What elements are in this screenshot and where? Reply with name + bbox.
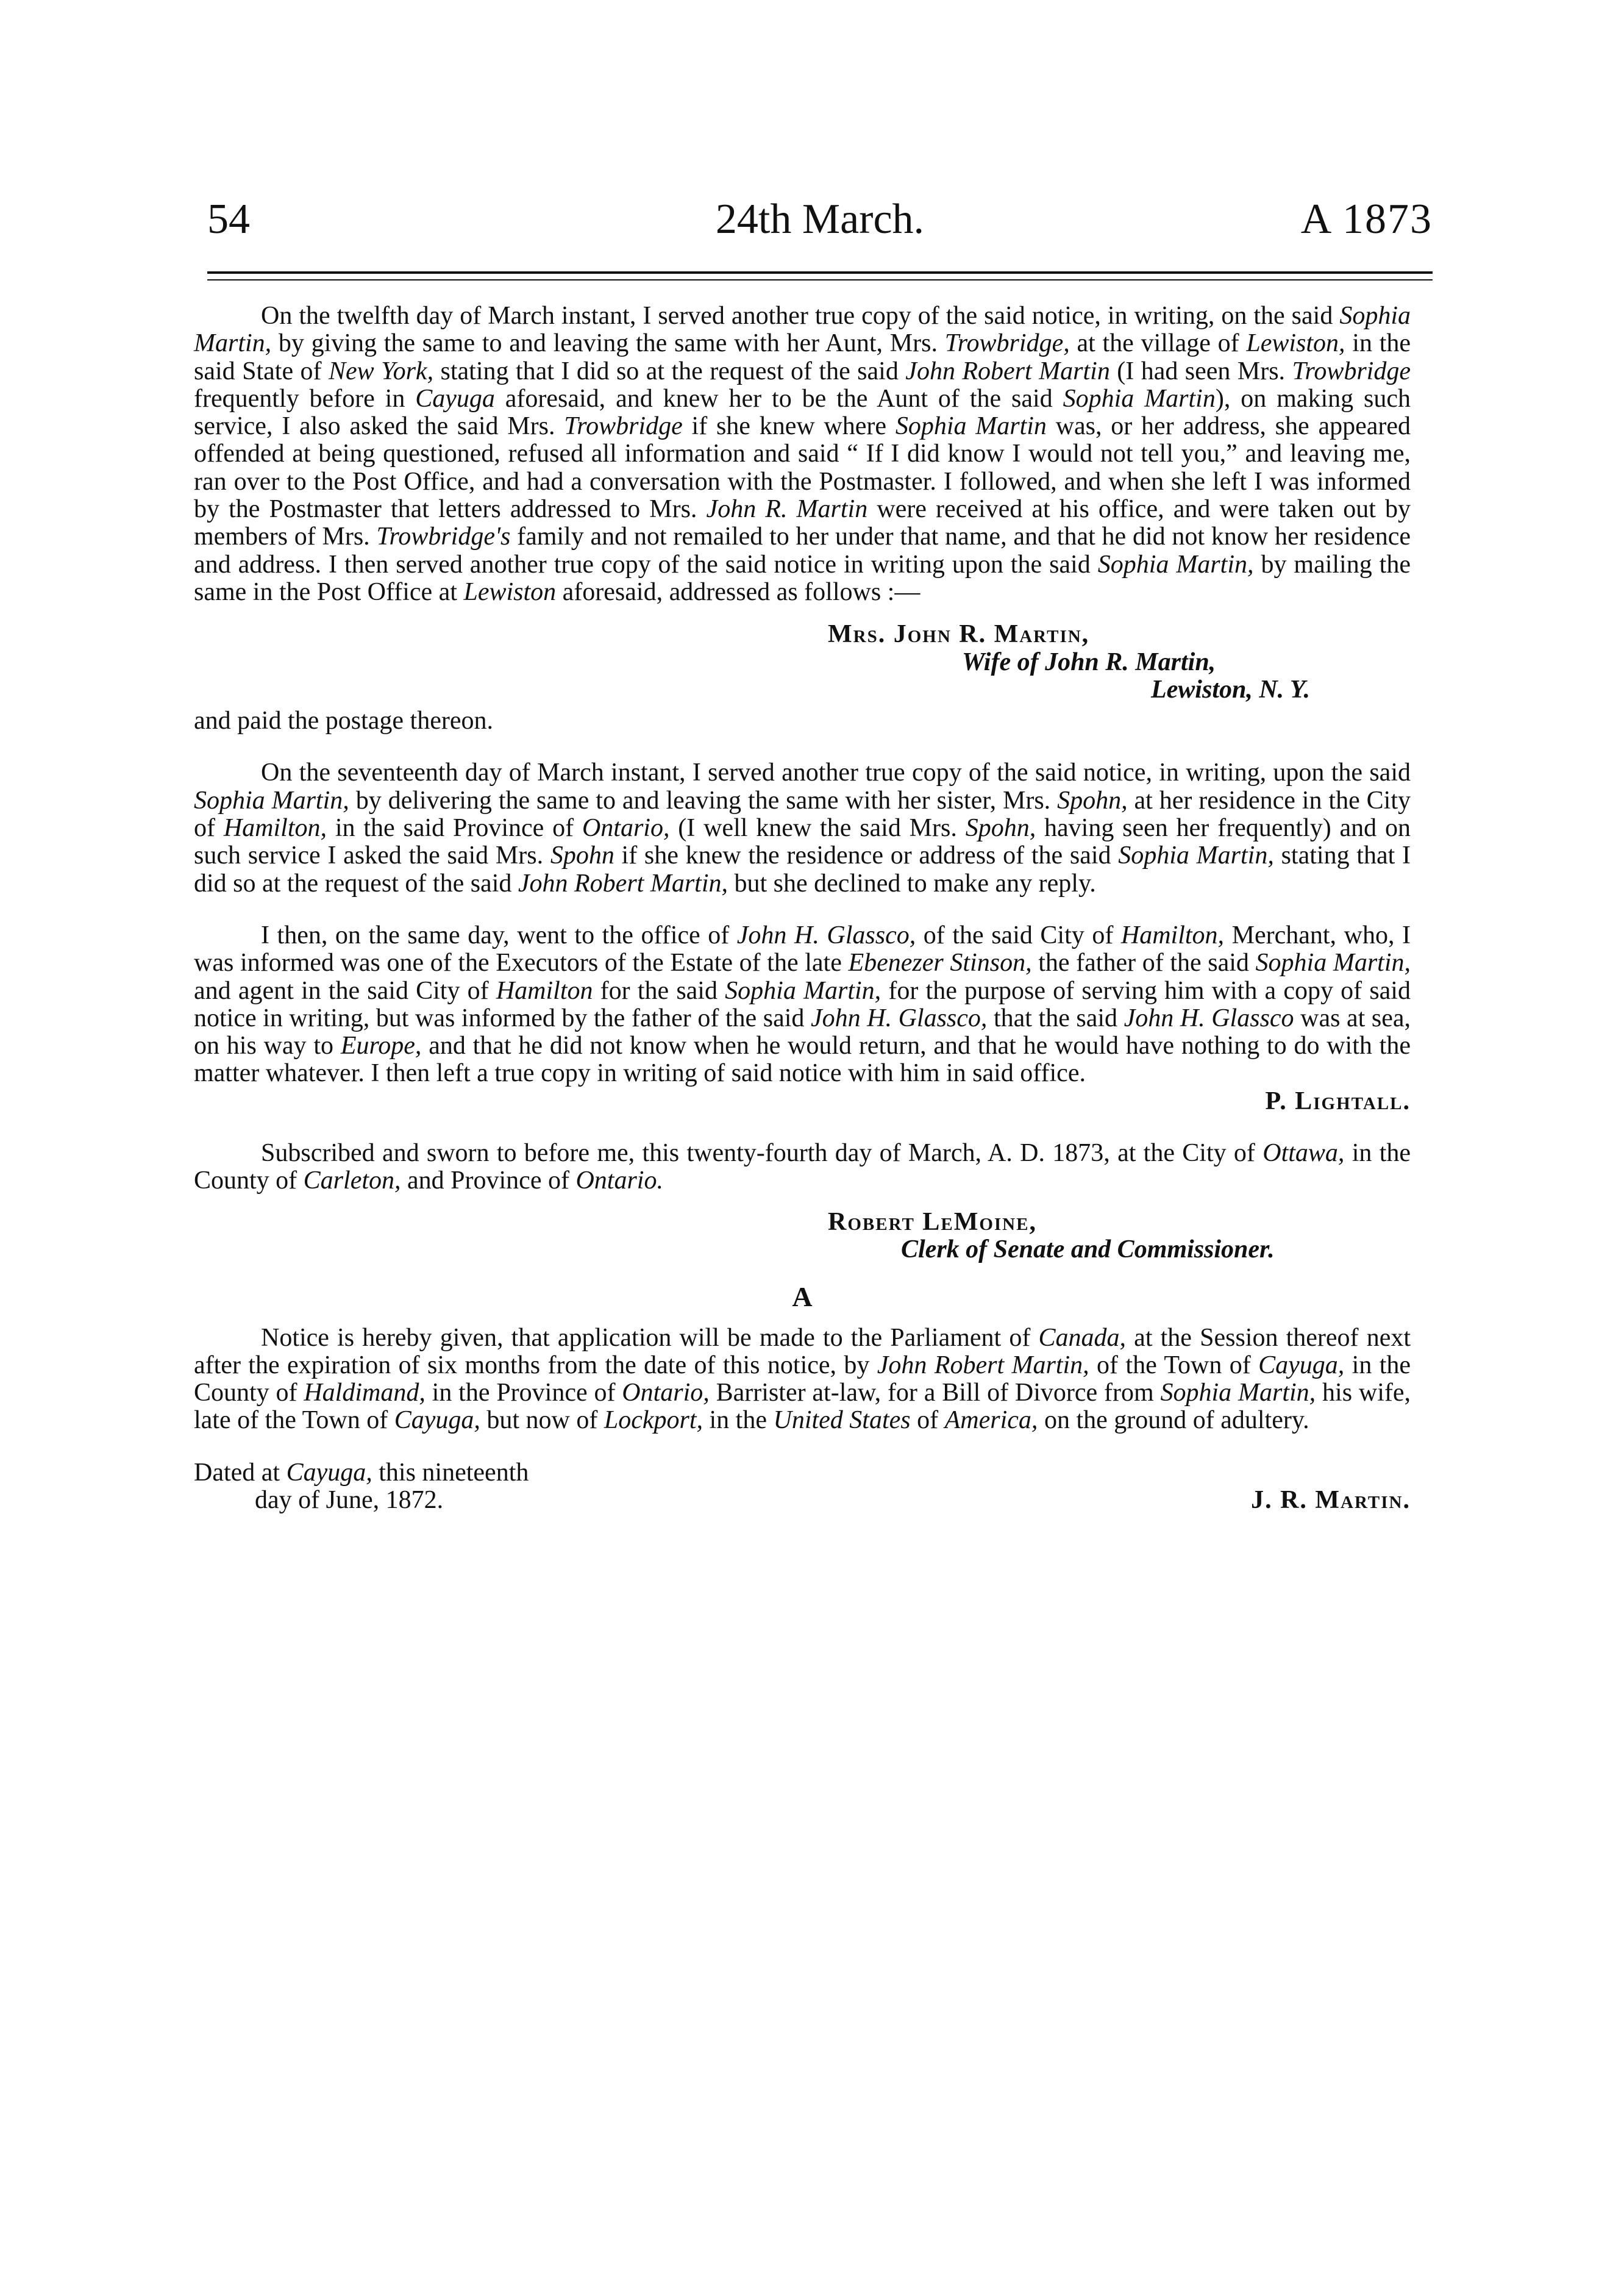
text-run: of the Town of — [1089, 1351, 1259, 1379]
text-run: by giving the same to and leaving the same with her Aunt, Mrs. — [271, 329, 945, 358]
page-number: 54 — [207, 196, 250, 243]
text-run: frequently before in — [194, 384, 416, 413]
italic-name: Ebenezer Stinson, — [848, 949, 1032, 977]
italic-name: Trowbridge — [1292, 357, 1411, 385]
italic-name: Spohn — [550, 841, 614, 870]
italic-name: Europe, — [340, 1032, 422, 1060]
text-run: Dated at — [194, 1458, 287, 1487]
text-run: On the twelfth day of March instant, I served another true copy of the said notice, in writing, on the said — [261, 302, 1340, 330]
italic-name: Lewiston — [463, 577, 557, 606]
spacer — [194, 1435, 1411, 1459]
text-run: in the County of — [194, 1351, 1411, 1407]
text-run: if she knew where — [682, 412, 896, 441]
text-run: on the ground of adultery. — [1038, 1406, 1309, 1435]
address-line-place: Lewiston, N. Y. — [1151, 675, 1310, 704]
italic-name: John H. Glassco — [1124, 1004, 1294, 1032]
spacer — [194, 898, 1411, 922]
text-run: and agent in the said City of — [194, 976, 496, 1005]
text-run: family and not remailed to her under that name, and that he did not know her residence and address. I then served another true copy of the said notice in writing upon the said — [194, 523, 1411, 579]
signature-lightall: P. Lightall. — [1265, 1087, 1411, 1115]
text-run: and Province of — [401, 1167, 576, 1195]
text-run: in the said State of — [194, 329, 1411, 385]
italic-name: John R. Martin — [706, 495, 868, 524]
page-header — [207, 183, 1433, 256]
text-run: (I well knew the said Mrs. — [669, 814, 966, 843]
commissioner-name: Robert LeMoine, — [828, 1207, 1037, 1236]
italic-name: Canada, — [1038, 1323, 1127, 1352]
italic-name: Ontario, — [582, 814, 670, 843]
italic-name: Sophia Martin, — [725, 976, 881, 1005]
italic-name: United States — [773, 1406, 911, 1435]
text-run: Notice is hereby given, that application will be made to the Parliament of — [261, 1323, 1039, 1352]
signature-martin: J. R. Martin. — [1251, 1485, 1411, 1514]
text-run: stating that I did so at the request of the said — [194, 841, 1411, 898]
spacer — [194, 735, 1411, 759]
text-run: aforesaid, and knew her to be the Aunt of the said — [494, 384, 1063, 413]
header-rule-thin — [207, 279, 1433, 280]
paragraph-twelfth-march — [194, 302, 1411, 606]
text-run: having seen her frequently) and on such service I asked the said Mrs. — [194, 814, 1411, 870]
text-run: at the Session thereof next after the expiration of six months from the date of this notice, by — [194, 1323, 1411, 1379]
text-run: at the village of — [1069, 329, 1247, 358]
text-run: I then, on the same day, went to the office of — [261, 921, 737, 949]
italic-name: Trowbridge's — [376, 523, 511, 551]
text-run: for the purpose of serving him with a copy of said notice in writing, but was informed by the father of the said — [194, 976, 1411, 1032]
dated-line-2 — [194, 1487, 1411, 1514]
text-run: by delivering the same to and leaving the same with her sister, Mrs. — [349, 786, 1058, 815]
text-run: this nineteenth — [372, 1458, 529, 1487]
text-run: but she declined to make any reply. — [728, 869, 1096, 898]
italic-name: Lewiston, — [1246, 329, 1345, 358]
text-run: was, or her address, she appeared offended at being questioned, refused all information and said “ If I did know I would not tell you,” and leaving me, ran over to the Post Office, and had a conversation with the Postmaster. I followed, and when she left I was informed by the Postmaster that letters addressed to Mrs. — [194, 412, 1411, 524]
mailing-address — [194, 621, 1411, 704]
address-line-name: Mrs. John R. Martin, — [828, 620, 1090, 649]
italic-name: Ottawa, — [1263, 1139, 1345, 1168]
spacer — [194, 1195, 1411, 1209]
italic-name: Sophia Martin, — [1160, 1379, 1316, 1407]
text-run: On the seventeenth day of March instant, I served another true copy of the said notice, in writing, upon the said — [261, 759, 1411, 787]
text-run: by mailing the same in the Post Office at — [194, 550, 1411, 606]
dated-block — [194, 1459, 1411, 1515]
text-run: in the Province of — [425, 1379, 622, 1407]
italic-name: America, — [944, 1406, 1038, 1435]
text-run: day of June, 1872. — [255, 1485, 444, 1514]
italic-name: John Robert Martin — [905, 357, 1110, 385]
text-run: for the said — [593, 976, 725, 1005]
italic-name: Carleton, — [303, 1167, 401, 1195]
spacer — [194, 1115, 1411, 1140]
italic-name: Sophia Martin, — [1118, 841, 1274, 870]
italic-name: Sophia Martin, — [194, 302, 1411, 358]
document-body — [194, 302, 1411, 1514]
italic-name: John H. Glassco, — [810, 1004, 988, 1032]
italic-name: Hamilton, — [223, 814, 327, 843]
text-run: aforesaid, addressed as follows :— — [556, 577, 921, 606]
text-run: of the said City of — [916, 921, 1121, 949]
text-run: Subscribed and sworn to before me, this twenty-fourth day of March, A. D. 1873, at the City of — [261, 1139, 1263, 1168]
italic-name: Trowbridge, — [944, 329, 1070, 358]
text-run: were received at his office, and were taken out by members of Mrs. — [194, 495, 1411, 551]
italic-name: Sophia Martin, — [1255, 949, 1411, 977]
commissioner-signature — [194, 1209, 1411, 1264]
italic-name: Sophia Martin — [895, 412, 1047, 441]
italic-name: Sophia Martin, — [1097, 550, 1254, 579]
italic-name: Spohn, — [1057, 786, 1128, 815]
text-run: Merchant, who, I was informed was one of the Executors of the Estate of the late — [194, 921, 1411, 977]
text-run: in the County of — [194, 1139, 1411, 1195]
italic-name: Cayuga, — [1258, 1351, 1345, 1379]
paragraph-sworn — [194, 1140, 1411, 1195]
text-run: his wife, late of the Town of — [194, 1379, 1411, 1435]
italic-name: New York, — [328, 357, 434, 385]
commissioner-title: Clerk of Senate and Commissioner. — [901, 1235, 1275, 1263]
italic-name: John H. Glassco, — [736, 921, 916, 949]
text-run: Barrister at-law, for a Bill of Divorce from — [709, 1379, 1161, 1407]
text-run: in the said Province of — [327, 814, 582, 843]
text-run: ), on making such service, I also asked the said Mrs. — [194, 384, 1411, 441]
italic-name: Cayuga, — [394, 1406, 480, 1435]
paragraph-notice — [194, 1324, 1411, 1435]
italic-name: Trowbridge — [564, 412, 683, 441]
header-rule-thick — [207, 271, 1433, 274]
italic-name: Cayuga — [415, 384, 495, 413]
text-run: (I had seen Mrs. — [1109, 357, 1292, 385]
header-date: 24th March. — [715, 196, 925, 243]
italic-name: Haldimand, — [304, 1379, 426, 1407]
text-run: the father of the said — [1031, 949, 1256, 977]
italic-name: Cayuga, — [286, 1458, 372, 1487]
italic-name: Ontario, — [622, 1379, 710, 1407]
text-run: of — [910, 1406, 945, 1435]
italic-name: John Robert Martin, — [877, 1351, 1089, 1379]
italic-name: John Robert Martin, — [518, 869, 728, 898]
italic-name: Hamilton, — [1120, 921, 1225, 949]
text-run: but now of — [480, 1406, 604, 1435]
italic-name: Sophia Martin, — [194, 786, 349, 815]
text-run: at her residence in the City of — [194, 786, 1411, 843]
text-run: that the said — [987, 1004, 1124, 1032]
header-year: A 1873 — [1300, 196, 1433, 243]
text-run: stating that I did so at the request of the said — [433, 357, 906, 385]
text-run: in the — [703, 1406, 774, 1435]
paragraph-glassco-visit — [194, 922, 1411, 1088]
paragraph-seventeenth-march — [194, 759, 1411, 897]
text-run: and that he did not know when he would return, and that he would have nothing to do with the matter whatever. I then left a true copy in writing of said notice with him in said office. — [194, 1032, 1411, 1088]
italic-name: Hamilton — [496, 976, 593, 1005]
postage-line: and paid the postage thereon. — [194, 707, 493, 735]
dated-line-1 — [194, 1459, 1411, 1487]
section-mark: A — [792, 1281, 813, 1313]
address-line-wife: Wife of John R. Martin, — [962, 648, 1216, 676]
text-run: if she knew the residence or address of the said — [614, 841, 1119, 870]
italic-name: Sophia Martin — [1063, 384, 1216, 413]
italic-name: Spohn, — [965, 814, 1036, 843]
text-run: was at sea, on his way to — [194, 1004, 1411, 1060]
italic-name: Lockport, — [604, 1406, 703, 1435]
italic-name: Ontario. — [575, 1167, 663, 1195]
